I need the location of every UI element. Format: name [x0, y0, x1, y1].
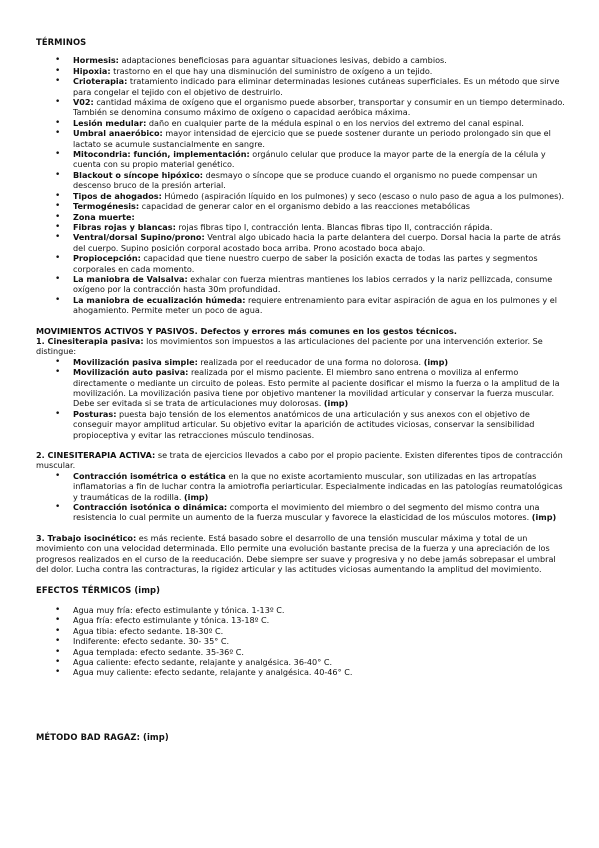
termino-item [36, 66, 568, 76]
termino-item-term: Mitocondria: función, implementación: [73, 149, 250, 160]
efectos-list [36, 605, 568, 678]
activa-paragraph [36, 450, 568, 471]
efecto-item: • Agua caliente: efecto sedante, relajante y analgésica. 36-40° C. [36, 657, 568, 667]
termino-item [36, 212, 568, 222]
pasiva-item-definition: puesta bajo tensión de los elementos anatómicos de una articulación y sus anexos con el objetivo de conseguir mayor amplitud articular. Su objetivo evitar la aparición de actitudes viciosas, conservar la sensibilidad propioceptiva y evitar las retracciones músculo tendinosas. [73, 408, 535, 440]
termino-item-term: Ventral/dorsal Supino/prono: [73, 232, 205, 243]
isocinetico-text: es más reciente. Está basado sobre el desarrollo de una tensión muscular máxima y total de un movimiento con una velocidad determinada. Ello permite una evolución bastante precisa de la fuerza y una apreciación de los progresos realizados en el curso de la reeducación. Debe siempre ser suave y progresiva y no debe jamás sobrepasar el umbral del dolor. Lucha contra las contracturas, la rigidez articular y las actitudes viciosas aumentando la amplitud del movimiento. [36, 532, 556, 575]
termino-item-term: La maniobra de ecualización húmeda: [73, 294, 246, 305]
pasiva-text: los movimientos son impuestos a las articulaciones del paciente por una intervención exterior. Se distingue: [36, 335, 543, 357]
termino-item-term: Umbral anaeróbico: [73, 128, 163, 139]
termino-item-term: Blackout o síncope hipóxico: [73, 169, 204, 180]
activa-item-definition: comporta el movimiento del miembro o del segmento del mismo contra una resistencia lo cual permite un aumento de la fuerza muscular y favorece la elasticidad de los músculos motores. [73, 502, 540, 523]
termino-item-term: Tipos de ahogados: [73, 190, 162, 201]
pasiva-title: 1. Cinesiterapia pasiva: [36, 335, 144, 346]
activa-item-term: Contracción isotónica o dinámica: [73, 502, 228, 513]
section-heading-terminos: TÉRMINOS [36, 37, 87, 47]
termino-item [36, 274, 568, 295]
termino-item-definition: capacidad que tiene nuestro cuerpo de saber la posición exacta de todas las partes y segmentos corporales en cada momento. [73, 253, 538, 274]
termino-item-term: Crioterapia: [73, 76, 128, 87]
activa-item-definition: en la que no existe acortamiento muscular, son utilizadas en las artropatías inflamatorias a fin de luchar contra la amiotrofia periarticular. Especialmente indicadas en las patologías reumatológicas y traumáticas de la rodilla. [73, 470, 563, 502]
pasiva-item [36, 409, 568, 440]
termino-item [36, 191, 568, 201]
pasiva-item [36, 367, 568, 409]
efecto-item: • Agua muy caliente: efecto sedante, relajante y analgésica. 40-46° C. [36, 667, 568, 677]
isocinetico-paragraph [36, 533, 568, 575]
termino-item-definition: mayor intensidad de ejercicio que se puede sostener durante un periodo prolongado sin que el lactato se acumule sustancialmente en sangre. [73, 128, 551, 149]
termino-item [36, 170, 568, 191]
termino-item-term: Zona muerte: [73, 211, 135, 222]
pasiva-item-definition: realizada por el reeducador de una forma no dolorosa. [197, 356, 424, 367]
termino-item-definition: capacidad de generar calor en el organismo debido a las reacciones metabólicas [139, 201, 471, 212]
pasiva-item-tag: (imp) [423, 356, 449, 367]
termino-item-definition: requiere entrenamiento para evitar aspiración de agua en los pulmones y el ahogamiento. Permite meter un poco de agua. [73, 294, 558, 316]
pasiva-item-term: Posturas: [73, 408, 117, 419]
activa-item [36, 502, 568, 523]
efecto-item: • Indiferente: efecto sedante. 30- 35° C. [36, 636, 568, 646]
termino-item-term: La maniobra de Valsalva: [73, 273, 188, 284]
termino-item-term: Propiocepción: [73, 253, 141, 264]
efecto-item: • Agua tibia: efecto sedante. 18-30º C. [36, 626, 568, 636]
termino-item-definition: Ventral algo ubicado hacia la parte delantera del cuerpo. Dorsal hacia la parte de atrás del cuerpo. Supino posición corporal acostado boca arriba. Prono acostado boca abajo. [73, 232, 561, 253]
termino-item [36, 253, 568, 274]
termino-item [36, 76, 568, 97]
activa-title: 2. CINESITERAPIA ACTIVA: [36, 450, 156, 461]
terminos-list [36, 55, 568, 315]
termino-item-definition: tratamiento indicado para eliminar determinadas lesiones cutáneas superficiales. Es un método que sirve para congelar el tejido con el objetivo de destruirlo. [73, 76, 560, 97]
efecto-item: • Agua templada: efecto sedante. 35-36º C. [36, 647, 568, 657]
termino-item-term: Fibras rojas y blancas: [73, 221, 176, 232]
pasiva-item-definition: realizada por el mismo paciente. El miembro sano entrena o moviliza al enfermo directamente o mediante un circuito de poleas. Esto permite al paciente dosificar el mismo la fuerza o la amplitud de la movilización. La movilización pasiva tiene por objetivo mantener la movilidad articular y conservar la fuerza muscular. Debe ser evitada si se trata de articulaciones muy dolorosas. [73, 367, 560, 409]
activa-item-term: Contracción isométrica o estática [73, 470, 226, 481]
pasiva-item [36, 357, 568, 367]
termino-item [36, 201, 568, 211]
termino-item [36, 295, 568, 316]
termino-item-definition: cantidad máxima de oxígeno que el organismo puede absorber, transportar y consumir en un tiempo determinado. También se denomina consumo máximo de oxígeno o capacidad aeróbica máxima. [73, 97, 565, 118]
termino-item [36, 222, 568, 232]
termino-item-term: Termogénesis: [73, 201, 140, 212]
activa-item [36, 471, 568, 502]
termino-item [36, 128, 568, 149]
termino-item-term: Lesión medular: [73, 117, 147, 128]
termino-item-term: Hipoxia: [73, 65, 111, 76]
termino-item-definition: rojas fibras tipo I, contracción lenta. Blancas fibras tipo II, contracción rápida. [175, 221, 493, 232]
document-body [36, 37, 568, 750]
termino-item-definition: Húmedo (aspiración líquido en los pulmones) y seco (escaso o nulo paso de agua a los pulmones). [161, 190, 565, 201]
termino-item-definition: orgánulo celular que produce la mayor parte de la energía de la célula y cuenta con su propio material genético. [73, 149, 546, 170]
termino-item-definition: daño en cualquier parte de la médula espinal o en los nervios del extremo del canal espinal. [146, 117, 524, 128]
section-heading-bad-ragaz: MÉTODO BAD RAGAZ: (imp) [36, 731, 169, 742]
termino-item [36, 55, 568, 65]
termino-item [36, 232, 568, 253]
section-heading-movimientos: MOVIMIENTOS ACTIVOS Y PASIVOS. Defectos y errores más comunes en los gestos técnicos. [36, 325, 457, 336]
termino-item-definition: desmayo o síncope que se produce cuando el organismo no puede compensar un descenso bruco de la presión arterial. [73, 169, 538, 191]
pasiva-item-term: Movilización auto pasiva: [73, 367, 189, 378]
section-heading-efectos: EFECTOS TÉRMICOS (imp) [36, 584, 161, 595]
termino-item-definition: trastorno en el que hay una disminución del suministro de oxígeno a un tejido. [110, 65, 433, 76]
isocinetico-title: 3. Trabajo isocinético: [36, 532, 137, 543]
activa-list [36, 471, 568, 523]
activa-text: se trata de ejercicios llevados a cabo por el propio paciente. Existen diferentes tipos de contracción muscular. [36, 450, 563, 471]
efecto-item: • Agua fría: efecto estimulante y tónica. 13-18º C. [36, 615, 568, 625]
activa-item-tag: (imp) [531, 512, 557, 523]
pasiva-item-term: Movilización pasiva simple: [73, 356, 198, 367]
termino-item-definition: adaptaciones beneficiosas para aguantar situaciones lesivas, debido a cambios. [118, 55, 447, 66]
pasiva-paragraph [36, 336, 568, 357]
termino-item [36, 118, 568, 128]
termino-item [36, 149, 568, 170]
pasiva-item-tag: (imp) [323, 398, 349, 409]
pasiva-list [36, 357, 568, 440]
termino-item-definition: exhalar con fuerza mientras mantienes los labios cerrados y la nariz pellizcada, consume oxígeno por la contracción hasta 30m profundidad. [73, 273, 553, 295]
activa-item-tag: (imp) [183, 491, 209, 502]
termino-item [36, 97, 568, 118]
termino-item-term: V02: [73, 97, 94, 108]
termino-item-term: Hormesis: [73, 55, 119, 66]
efecto-item: • Agua muy fría: efecto estimulante y tónica. 1-13º C. [36, 605, 568, 615]
